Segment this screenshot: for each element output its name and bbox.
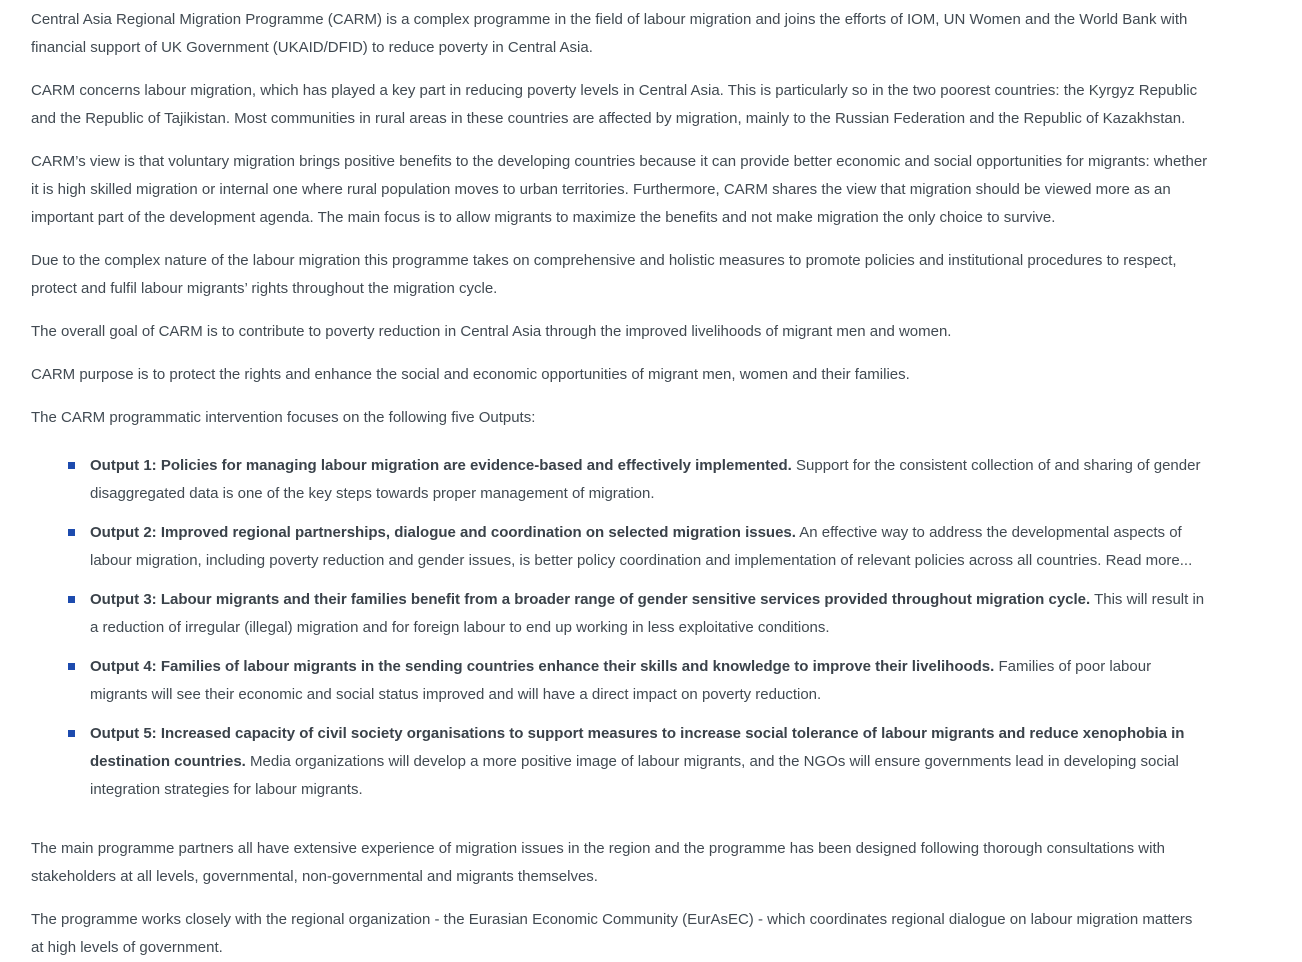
output-2-description: An effective way to address the developmental aspects of labour migration, including poverty reduction and gender issues, is better policy coordination and implementation of relevant policies across all countries. [90,524,1182,569]
output-5-description: Media organizations will develop a more positive image of labour migrants, and the NGOs will ensure governments lead in developing social integration strategies for labour migrants. [90,753,1179,798]
list-item-output-3 [31,586,1208,642]
list-item-output-4 [31,653,1208,709]
paragraph-carm-view: CARM’s view is that voluntary migration brings positive benefits to the developing countries because it can provide better economic and social opportunities for migrants: whether it is high skilled migration or internal one where rural population moves to urban territories. Furthermore, CARM shares the view that migration should be viewed more as an important part of the development agenda. The main focus is to allow migrants to maximize the benefits and not make migration the only choice to survive. [31,153,1208,226]
output-4-description: Families of poor labour migrants will see their economic and social status improved and will have a direct impact on poverty reduction. [90,658,1152,703]
paragraph-carm-purpose: CARM purpose is to protect the rights and enhance the social and economic opportunities of migrant men, women and their families. [31,366,910,383]
paragraph-carm-overview: Central Asia Regional Migration Programme (CARM) is a complex programme in the field of labour migration and joins the efforts of IOM, UN Women and the World Bank with financial support of UK Government (UKAID/DFID) to reduce poverty in Central Asia. [31,11,1188,56]
list-item-output-5 [31,720,1208,804]
output-1-title: Output 1: Policies for managing labour migration are evidence-based and effectively implemented. [90,457,792,474]
output-4-title: Output 4: Families of labour migrants in the sending countries enhance their skills and knowledge to improve their livelihoods. [90,658,995,675]
paragraph-partners: The main programme partners all have extensive experience of migration issues in the region and the programme has been designed following thorough consultations with stakeholders at all levels, governmental, non-governmental and migrants themselves. [31,840,1165,885]
list-item-output-1 [31,452,1208,508]
paragraph-outputs-intro: The CARM programmatic intervention focuses on the following five Outputs: [31,409,536,426]
paragraph-overall-goal: The overall goal of CARM is to contribute to poverty reduction in Central Asia through the improved livelihoods of migrant men and women. [31,323,952,340]
paragraph-carm-concerns: CARM concerns labour migration, which has played a key part in reducing poverty levels in Central Asia. This is particularly so in the two poorest countries: the Kyrgyz Republic and the Republic of Tajikistan. Most communities in rural areas in these countries are affected by migration, mainly to the Russian Federation and the Republic of Kazakhstan. [31,82,1198,127]
output-3-title: Output 3: Labour migrants and their families benefit from a broader range of gender sensitive services provided throughout migration cycle. [90,591,1091,608]
output-5-title: Output 5: Increased capacity of civil society organisations to support measures to increase social tolerance of labour migrants and reduce xenophobia in destination countries. [90,725,1185,770]
output-1-description: Support for the consistent collection of and sharing of gender disaggregated data is one of the key steps towards proper management of migration. [90,457,1201,502]
outputs-list [31,452,1208,804]
paragraph-eurasec: The programme works closely with the regional organization - the Eurasian Economic Community (EurAsEC) - which coordinates regional dialogue on labour migration matters at high levels of government. [31,911,1193,956]
list-item-output-2 [31,519,1208,575]
output-3-description: This will result in a reduction of irregular (illegal) migration and for foreign labour to end up working in less exploitative conditions. [90,591,1205,636]
output-2-title: Output 2: Improved regional partnerships, dialogue and coordination on selected migration issues. [90,524,796,541]
paragraph-complex-nature: Due to the complex nature of the labour migration this programme takes on comprehensive and holistic measures to promote policies and institutional procedures to respect, protect and fulfil labour migrants’ rights throughout the migration cycle. [31,252,1177,297]
read-more-link[interactable]: Read more... [1105,552,1193,569]
